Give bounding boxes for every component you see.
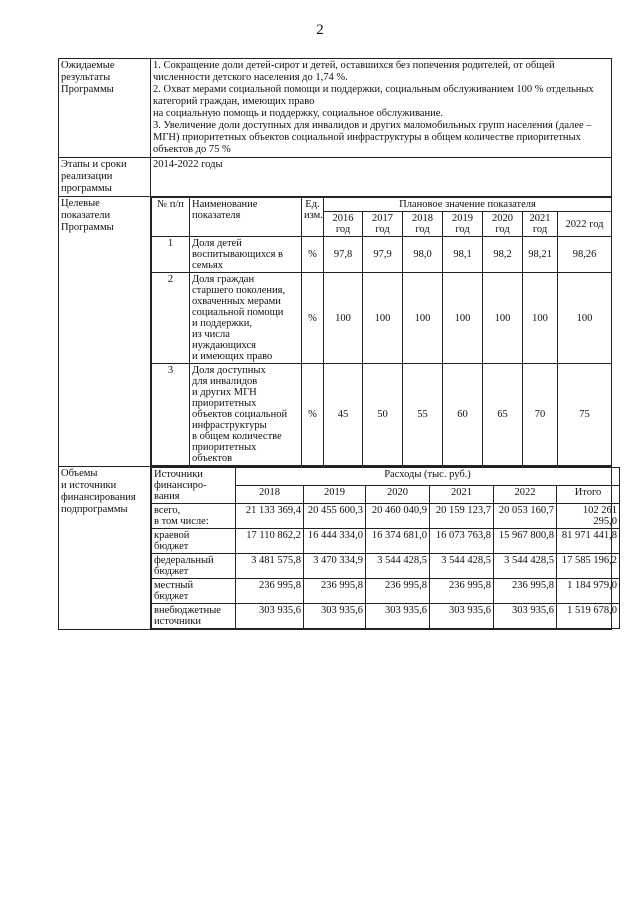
indicator-row [152, 364, 612, 466]
indicator-value: 100 [483, 273, 523, 364]
indicator-row [152, 273, 612, 364]
source-header: Источники финансиро- вания [152, 468, 236, 504]
financing-source-row [152, 604, 620, 629]
indicator-value: 55 [403, 364, 443, 466]
financing-row [59, 467, 612, 630]
financing-source-row [152, 554, 620, 579]
indicator-value: 75 [558, 364, 612, 466]
expense-value: 17 110 862,2 [236, 529, 304, 554]
year-header: 2018 [236, 486, 304, 504]
year-header: 2022 [494, 486, 557, 504]
expected-results-text: 1. Сокращение доли детей-сирот и детей, оставшихся без попечения родителей, от общей численности детского населения до 1,74 %. 2. Охват мерами социальной помощи и поддержки, социальным обслуживанием 100 % отдельных категорий граждан, имеющих право на социальную помощь и поддержку, социальное обслуживание. 3. Увеличение доли доступных для инвалидов и других маломобильных групп населения (далее – МГН) приоритетных объектов социальной инфраструктуры в общем количестве приоритетных объектов до 75 % [151, 59, 612, 158]
indicator-name: Доля детей воспитывающихся в семьях [190, 237, 302, 273]
year-header: 2020 [366, 486, 430, 504]
indicator-value: 100 [443, 273, 483, 364]
indicator-value: 60 [443, 364, 483, 466]
source-name: местный бюджет [152, 579, 236, 604]
source-name: федеральный бюджет [152, 554, 236, 579]
indicator-unit-header: Ед. изм. [302, 198, 324, 237]
expense-total: 102 261 295,0 [557, 504, 620, 529]
year-header: 2019 [304, 486, 366, 504]
expense-value: 3 544 428,5 [366, 554, 430, 579]
indicator-value: 100 [558, 273, 612, 364]
program-passport-table [58, 58, 617, 630]
indicators-label: Целевые показатели Программы [59, 197, 151, 467]
expense-value: 236 995,8 [366, 579, 430, 604]
expense-value: 236 995,8 [304, 579, 366, 604]
expense-total: 81 971 441,8 [557, 529, 620, 554]
expense-value: 20 159 123,7 [430, 504, 494, 529]
indicator-value: 98,2 [483, 237, 523, 273]
page-number: 2 [316, 22, 324, 38]
financing-source-row [152, 579, 620, 604]
source-name: всего, в том числе: [152, 504, 236, 529]
financing-label: Объемы и источники финансирования подпрограммы [59, 467, 151, 630]
indicator-num: 3 [152, 364, 190, 466]
expense-total: 17 585 196,2 [557, 554, 620, 579]
indicator-value: 45 [324, 364, 363, 466]
indicator-value: 100 [363, 273, 403, 364]
expense-value: 236 995,8 [494, 579, 557, 604]
expense-value: 15 967 800,8 [494, 529, 557, 554]
indicator-value: 100 [403, 273, 443, 364]
indicator-value: 97,9 [363, 237, 403, 273]
expense-value: 16 374 681,0 [366, 529, 430, 554]
year-header: 2019 год [443, 212, 483, 237]
source-name: внебюджетные источники [152, 604, 236, 629]
expense-value: 20 053 160,7 [494, 504, 557, 529]
indicator-value: 98,1 [443, 237, 483, 273]
expense-value: 16 444 334,0 [304, 529, 366, 554]
indicator-num-header: № п/п [152, 198, 190, 237]
indicator-value: 98,26 [558, 237, 612, 273]
indicator-value: 98,21 [523, 237, 558, 273]
year-header: 2020 год [483, 212, 523, 237]
indicator-num: 1 [152, 237, 190, 273]
expenses-header: Расходы (тыс. руб.) [236, 468, 620, 486]
expense-value: 3 544 428,5 [430, 554, 494, 579]
indicator-num: 2 [152, 273, 190, 364]
expense-value: 236 995,8 [236, 579, 304, 604]
planned-value-header: Плановое значение показателя [324, 198, 612, 212]
indicator-name: Доля доступных для инвалидов и других МГН приоритетных объектов социальной инфраструктуры в общем количестве приоритетных объектов [190, 364, 302, 466]
year-header: 2018 год [403, 212, 443, 237]
financing-table [151, 467, 620, 629]
stages-row [59, 158, 612, 197]
expense-total: 1 184 979,0 [557, 579, 620, 604]
indicator-unit: % [302, 237, 324, 273]
stages-label: Этапы и сроки реализации программы [59, 158, 151, 197]
expense-value: 303 935,6 [494, 604, 557, 629]
expense-value: 303 935,6 [366, 604, 430, 629]
expense-value: 16 073 763,8 [430, 529, 494, 554]
expense-value: 303 935,6 [304, 604, 366, 629]
indicator-value: 70 [523, 364, 558, 466]
indicator-unit: % [302, 364, 324, 466]
expense-total: 1 519 678,0 [557, 604, 620, 629]
year-header: 2022 год [558, 212, 612, 237]
expense-value: 3 544 428,5 [494, 554, 557, 579]
year-header: 2016 год [324, 212, 363, 237]
indicator-unit: % [302, 273, 324, 364]
financing-source-row [152, 504, 620, 529]
year-header: 2021 [430, 486, 494, 504]
total-header: Итого [557, 486, 620, 504]
indicator-row [152, 237, 612, 273]
indicator-value: 98,0 [403, 237, 443, 273]
expected-results-row [59, 59, 612, 158]
year-header: 2021 год [523, 212, 558, 237]
expected-results-label: Ожидаемые результаты Программы [59, 59, 151, 158]
expense-value: 3 481 575,8 [236, 554, 304, 579]
expense-value: 20 455 600,3 [304, 504, 366, 529]
expense-value: 303 935,6 [236, 604, 304, 629]
source-name: краевой бюджет [152, 529, 236, 554]
expense-value: 20 460 040,9 [366, 504, 430, 529]
indicator-name-header: Наименование показателя [190, 198, 302, 237]
indicator-value: 50 [363, 364, 403, 466]
indicators-row [59, 197, 612, 467]
indicators-table [151, 197, 612, 466]
expense-value: 303 935,6 [430, 604, 494, 629]
indicator-value: 100 [523, 273, 558, 364]
indicator-value: 100 [324, 273, 363, 364]
indicator-value: 65 [483, 364, 523, 466]
financing-source-row [152, 529, 620, 554]
year-header: 2017 год [363, 212, 403, 237]
expense-value: 236 995,8 [430, 579, 494, 604]
expense-value: 21 133 369,4 [236, 504, 304, 529]
expense-value: 3 470 334,9 [304, 554, 366, 579]
stages-text: 2014-2022 годы [151, 158, 612, 197]
indicator-value: 97,8 [324, 237, 363, 273]
indicator-name: Доля граждан старшего поколения, охваченных мерами социальной помощи и поддержки, из числа нуждающихся и имеющих право [190, 273, 302, 364]
